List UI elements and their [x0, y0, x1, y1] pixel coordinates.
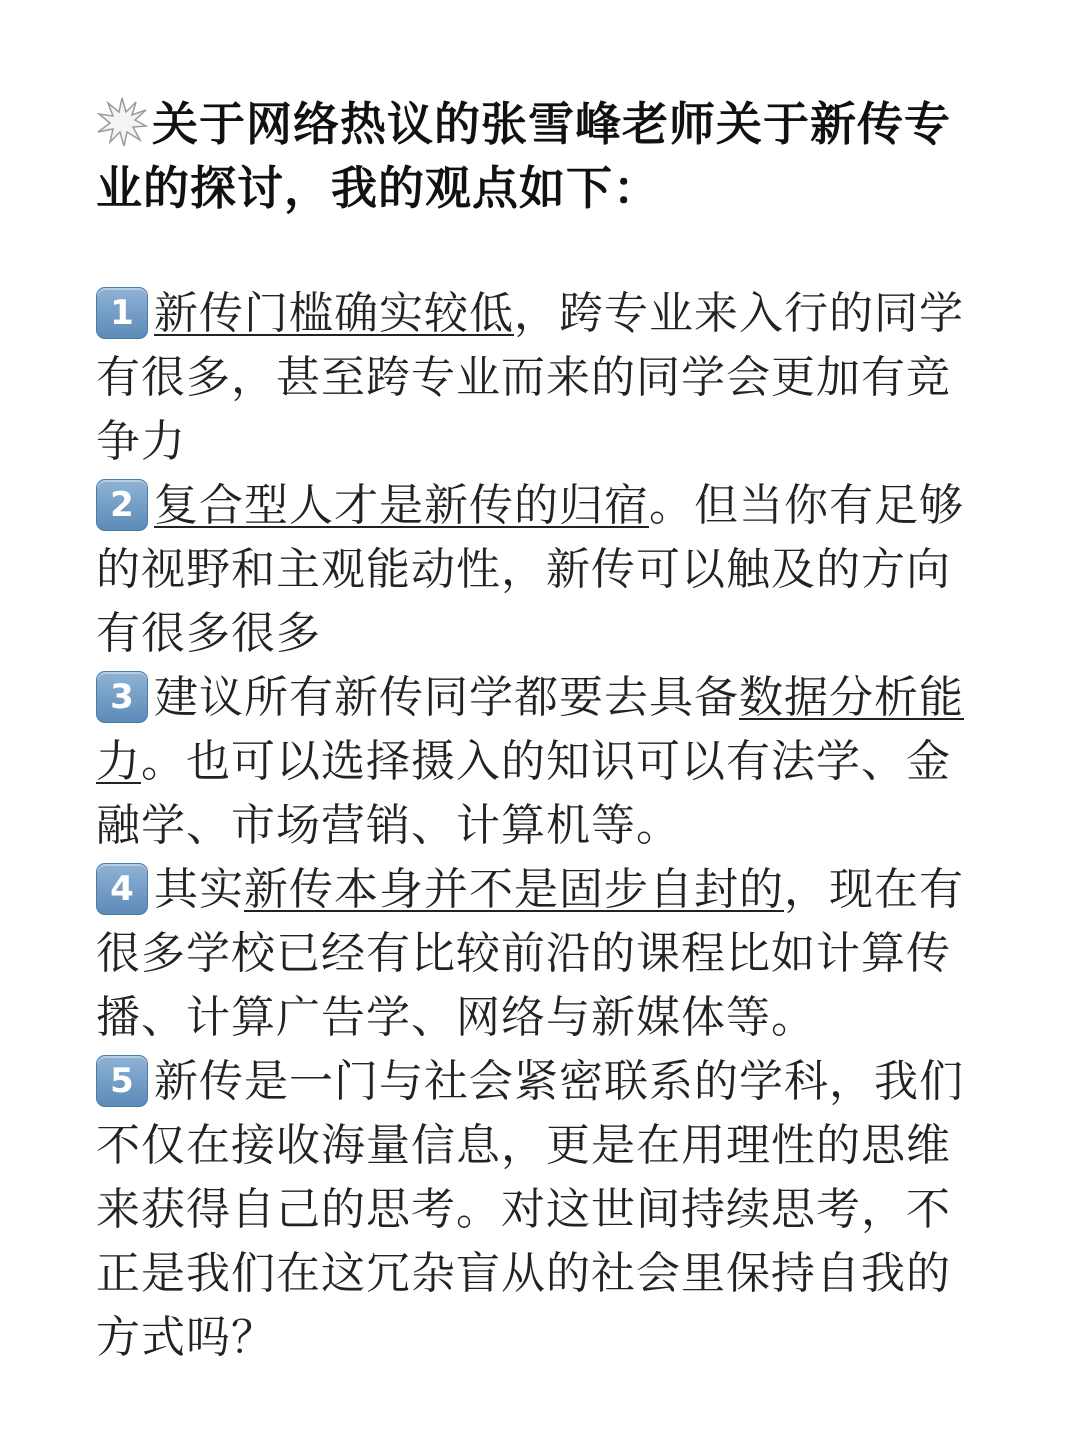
highlighted-text: 复合型人才是新传的归宿	[154, 480, 649, 531]
list-item	[96, 666, 980, 858]
item-text: 。但当你有足够的视野和主观能动性，新传可以触及的方向有很多很多	[96, 480, 964, 659]
highlighted-text: 数据分析能力	[96, 672, 964, 787]
item-text: ，现在有很多学校已经有比较前沿的课程比如计算传播、计算广告学、网络与新媒体等。	[96, 864, 964, 1043]
number-badge-icon: 4	[96, 863, 148, 915]
item-text: 建议所有新传同学都要去具备	[154, 672, 739, 723]
highlighted-text: 新传本身并不是固步自封的	[244, 864, 784, 915]
number-badge-icon: 5	[96, 1055, 148, 1107]
highlighted-text: 新传门槛确实较低	[154, 288, 514, 339]
item-text: 。也可以选择摄入的知识可以有法学、金融学、市场营销、计算机等。	[96, 736, 951, 851]
number-badge-icon: 2	[96, 479, 148, 531]
item-text: 新传是一门与社会紧密联系的学科，我们不仅在接收海量信息，更是在用理性的思维来获得自己的思考。对这世间持续思考，不正是我们在这冗杂盲从的社会里保持自我的方式吗？	[96, 1056, 964, 1363]
burst-icon	[96, 96, 148, 148]
list-item	[96, 1050, 980, 1370]
item-text: 其实	[154, 864, 244, 915]
number-badge-icon: 1	[96, 287, 148, 339]
post-content	[96, 92, 980, 1370]
list-item	[96, 474, 980, 666]
number-badge-icon: 3	[96, 671, 148, 723]
post-title-text: 关于网络热议的张雪峰老师关于新传专业的探讨，我的观点如下：	[96, 97, 951, 215]
post-title	[96, 92, 980, 220]
list-item	[96, 282, 980, 474]
point-list	[96, 282, 980, 1370]
list-item	[96, 858, 980, 1050]
item-text: ，跨专业来入行的同学有很多，甚至跨专业而来的同学会更加有竞争力	[96, 288, 964, 467]
